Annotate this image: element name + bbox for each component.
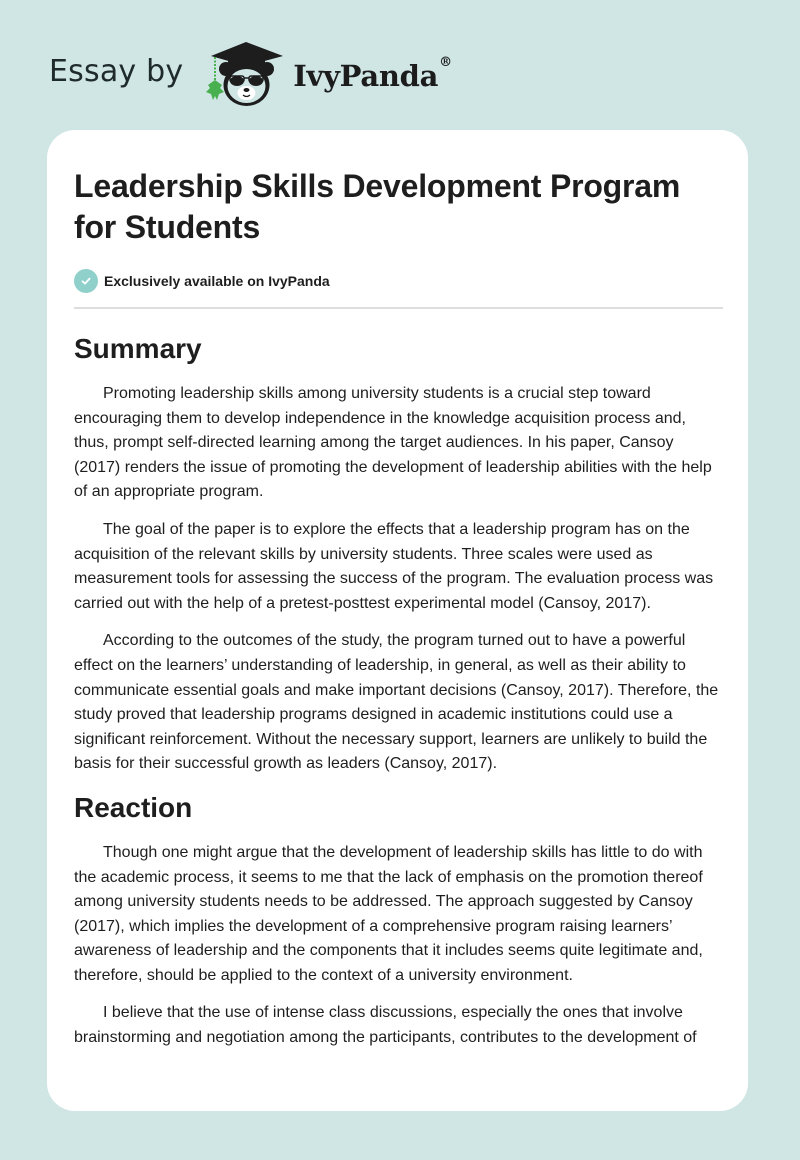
essay-card xyxy=(47,130,748,1111)
paragraph: Though one might argue that the development of leadership skills has little to do with the academic process, it seems to me that the lack of emphasis on the promotion thereof among university students needs to be addressed. The approach suggested by Cansoy (2017), which implies the development of a comprehensive program raising learners’ awareness of leadership and the components that it includes seems quite legitimate and, therefore, should be applied to the context of a university environment. xyxy=(74,843,703,984)
essay-by-label: Essay by xyxy=(49,53,184,89)
check-circle-icon xyxy=(74,269,98,293)
paragraph: Promoting leadership skills among university students is a crucial step toward encouraging them to develop independence in the knowledge acquisition process and, thus, prompt self-directed learning among the target audiences. In his paper, Cansoy (2017) renders the issue of promoting the development of leadership abilities with the help of an appropriate program. xyxy=(74,385,712,501)
exclusive-label: Exclusively available on IvyPanda xyxy=(104,273,330,289)
page-title: Leadership Skills Development Program for Students xyxy=(74,168,681,245)
section-heading: Summary xyxy=(74,333,202,364)
exclusive-badge xyxy=(74,268,722,294)
paragraph: The goal of the paper is to explore the effects that a leadership program has on the acquisition of the relevant skills by university students. Three scales were used as measurement tools for assessing the success of the program. The evaluation process was carried out with the help of a pretest-posttest experimental model (Cansoy, 2017). xyxy=(74,520,714,612)
paragraph: I believe that the use of intense class discussions, especially the ones that involve brainstorming and negotiation among the participants, contributes to the development of xyxy=(74,1004,697,1047)
brand-name-text: IvyPanda xyxy=(293,59,439,93)
site-header xyxy=(49,36,452,110)
divider xyxy=(74,307,723,309)
section-summary xyxy=(74,331,722,777)
panda-graduate-logo-icon[interactable] xyxy=(201,36,287,110)
registered-mark: ® xyxy=(439,55,452,70)
brand-name[interactable] xyxy=(293,55,452,93)
section-heading: Reaction xyxy=(74,791,193,823)
section-reaction xyxy=(74,790,722,1051)
paragraph: According to the outcomes of the study, the program turned out to have a powerful effect on the learners’ understanding of leadership, in general, as well as their ability to communicate essential goals and make important decisions (Cansoy, 2017). Therefore, the study proved that leadership programs designed in academic institutions could use a significant reinforcement. Without the necessary support, learners are unlikely to build the basis for their successful growth as leaders (Cansoy, 2017). xyxy=(74,632,719,773)
